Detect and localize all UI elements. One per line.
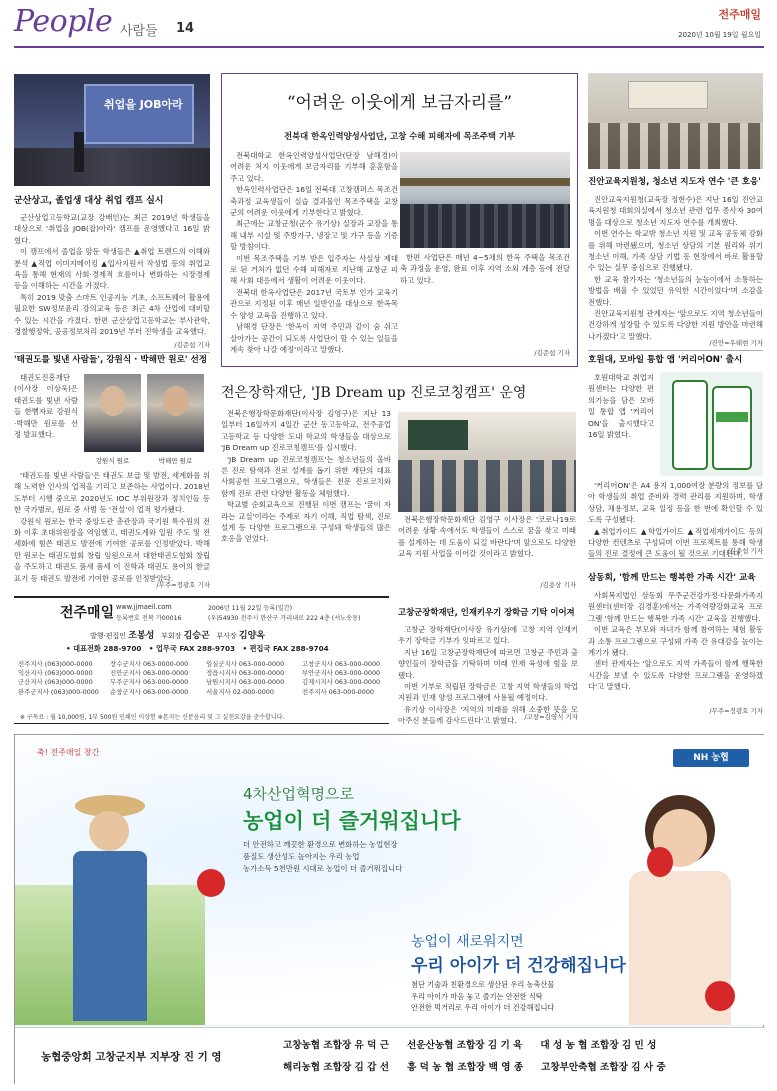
masthead-address: (우)54930 전주시 완산구 가리내로 222 4층 (서노송동) xyxy=(208,615,361,622)
bureau: 군산지사 (063)000-0000 xyxy=(18,678,93,687)
bureau: 고창군지사 063-000-0000 xyxy=(301,660,381,668)
dream-camp-photo xyxy=(398,412,576,512)
masthead-footer-note: ※ 구독료 : 월 10,000원, 1부 500원 인쇄인 이상헌 ※본지는 신문윤리 및 그 실천요강을 준수합니다. xyxy=(20,714,285,721)
paragraph: 이번 교육은 부모와 자녀가 함께 참여하는 체험 활동과 소통 프로그램으로 구성돼 가족 간 유대감을 높이는 계기가 됐다. xyxy=(588,625,763,658)
bureau: 임실군지사 063-000-0000 xyxy=(206,660,285,668)
masthead-phones xyxy=(66,644,329,654)
ad-line: 더 안전하고 깨끗한 환경으로 변화하는 농업현장 xyxy=(243,840,398,849)
nh-logo-text: NH 농협 xyxy=(693,753,729,763)
paragraph: 학교별 순회교육으로 진행된 이번 캠프는 '꿈이 자라는 교실'이라는 주제로 자기 이해, 직업 탐색, 진로 설계 등 다양한 프로그램으로 구성돼 학생들의 많은 호응을 얻었다. xyxy=(221,500,391,544)
masthead-reg: 등록번호 전북 가00016 xyxy=(116,615,182,622)
masthead-pub: 2006년 11월 22일 등록(일간) xyxy=(208,605,293,612)
section-title-en: People xyxy=(14,4,113,39)
paragraph: '커리어ON'은 A4 용지 1,000여장 분량의 정보를 담아 학생들의 취업 준비와 경력 관리를 지원하며, 학생 상담, 채용정보, 교육 일정 등을 한 번에 확인할 수 있도록 구성됐다. xyxy=(588,481,763,525)
scholarship-headline: 고창군장학재단, 인재키우기 장학금 기탁 이어져 xyxy=(398,607,575,617)
ad-line: 첨단 기술과 친환경으로 생산된 우리 농축산물 xyxy=(411,980,555,989)
paper-name: 전주매일 xyxy=(718,8,761,21)
paragraph: 강원식 원로는 한국 중앙도관 총관장과 국기원 특수원의 전화 이후 초대위원장을 역임했고, 태권도계와 일원 주도 및 전세화에 힘쓴 태권도 발전에 기여한 공로를 인정받았다. 박해만 원로는 태권도협회 창립 임원으로서 대한태권도협회 창립을 주도하고 태권도 품새 품세 이 진학과 태권도 용어의 한글 표기 등 태권도 발전에 기여한 공로를 인정받았다. xyxy=(14,516,210,583)
dream-camp-body-right xyxy=(398,514,576,580)
publisher: 조봉성 xyxy=(128,631,155,641)
family-headline: 삼동회, '함께 만드는 행복한 가족 시간' 교육 xyxy=(588,573,756,583)
award-body xyxy=(14,470,210,583)
job-camp-headline: 군산상고, 졸업생 대상 취업 캠프 실시 xyxy=(14,196,164,206)
dream-camp-headline: 전은장학재단, 'JB Dream up 진로코칭캠프' 운영 xyxy=(221,385,527,401)
paragraph: 전북대 한옥사업단은 2017년 국토부 인가 교육기관으로 지정된 이후 매년 일반인을 대상으로 한옥목수 양성 교육을 진행하고 있다. xyxy=(230,287,398,320)
bureau: 완주군지사 (063)000-0000 xyxy=(18,687,99,696)
paragraph: 사회복지법인 삼동회 무주군건강가정·다문화가족지원센터(센터장 김경훈)에서는 가족역량강화교육 프로그램 '함께 만드는 행복한 가족 시간' 교육을 진행했다. xyxy=(588,591,763,623)
donation-headline: “어려운 이웃에게 보금자리를” xyxy=(286,93,513,113)
scholarship-byline: /고창=김영식 기자 xyxy=(524,713,578,721)
job-camp-byline: /김준섭 기자 xyxy=(174,341,210,349)
masthead-staff xyxy=(90,628,265,641)
paragraph: 진안교육지원청(교육장 정현수)은 지난 16일 진안교육지원청 대회의실에서 청소년 관련 업무 종사자 30여명을 대상으로 청소년 지도자 연수를 개최했다. xyxy=(588,195,763,227)
divider xyxy=(14,352,210,353)
ad-banner xyxy=(14,734,764,1084)
ad-slogan-small: 4차산업혁명으로 xyxy=(243,785,354,803)
paragraph: 군산상업고등학교(교장 강배인)는 최근 2019년 학생들을 대상으로 '취업을 JOB(잡)아라' 캠프를 운영했다고 16일 밝혔다. xyxy=(14,213,210,245)
header-rule xyxy=(14,46,764,48)
masthead-name: 전주매일 xyxy=(60,605,115,621)
sponsor-row-1 xyxy=(283,1037,656,1051)
portrait-2-caption: 박해만 원로 xyxy=(158,457,193,465)
paragraph: 전북대학교 한옥인력양성사업단(단장 남해경)이 어려운 처지 이웃에게 보금자리를 기부해 훈훈함을 주고 있다. xyxy=(230,151,398,183)
ad-line: 농가소득 5천만원 시대로 농업이 더 즐거워집니다 xyxy=(243,864,403,873)
bureau: 부안군지사 063-000-0000 xyxy=(301,669,381,678)
sponsor: 흥 덕 농 협 조합장 백 영 종 xyxy=(407,1062,524,1073)
ad-slogan-big: 농업이 더 즐거워집니다 xyxy=(243,809,461,833)
app-byline: /김준섭 기자 xyxy=(727,547,763,555)
vp-label: 부회장 xyxy=(161,632,182,640)
ad-slogan-body xyxy=(243,839,402,875)
ad-line: 품질도 생산성도 높아지는 우리 농업 xyxy=(243,852,360,861)
bureau: 순창군지사 063-000-0000 xyxy=(110,687,189,696)
donation-byline: /김준섭 기자 xyxy=(534,349,570,357)
training-photo xyxy=(588,73,763,169)
sponsor: 고창농협 조합장 유 덕 근 xyxy=(283,1040,390,1051)
issue-date: 2020년 10월 19일 월요일 xyxy=(678,31,761,39)
bureau-table xyxy=(18,660,388,697)
job-camp-body xyxy=(14,212,210,344)
sponsor: 선운산농협 조합장 김 기 육 xyxy=(407,1040,523,1051)
bureau: 전주지사 063-000-0000 xyxy=(301,687,374,696)
paragraph: 전북은행장학문화재단(이사장 김영구)은 지난 13일부터 16일까지 4일간 군산 동고등학교, 전주공업고등학교 등 다양한 도내 학교의 학생들을 대상으로 'JB Dream up 진로코칭캠프'를 실시했다. xyxy=(221,409,391,453)
award-headline: '태권도를 빛낸 사람들', 강원식 · 박해만 원로' 선정 xyxy=(14,355,208,365)
paragraph: 센터 관계자는 '앞으로도 지역 가족들이 함께 행복한 시간을 보낼 수 있도록 다양한 프로그램을 운영하겠다'고 말했다. xyxy=(588,659,763,692)
phone-main: • 대표전화 288-9700 xyxy=(66,644,142,653)
paragraph: 한편 사업단은 매년 4~5채의 한옥 주택을 목조건축 과정을 운영, 완료 이후 지역 소외 계층 등에 전달하고 있다. xyxy=(400,253,570,285)
portrait-1-caption: 강원식 원로 xyxy=(95,457,130,465)
donation-body-left xyxy=(230,150,398,360)
bureau: 진안군지사 063-000-0000 xyxy=(110,669,189,678)
sponsor: 고창부안축협 조합장 김 사 중 xyxy=(541,1062,666,1073)
donation-subheadline: 전북대 한옥인력양성사업단, 고창 수해 피해자에 목조주택 기부 xyxy=(283,131,516,141)
sponsor: 대 성 농 협 조합장 김 민 성 xyxy=(540,1040,657,1051)
paragraph: 'JB Dream up 진로코칭캠프'는 청소년들의 올바른 진로 탐색과 진로 설계를 돕기 위한 재단의 대표 사회공헌 프로그램으로, 학생들은 전문 진로코치와 함께 진로 관련 다양한 활동을 체험했다. xyxy=(221,454,391,498)
sponsor-left: 농협중앙회 고창군지부 지부장 진 기 영 xyxy=(41,1051,222,1063)
paragraph: '태권도를 빛낸 사람들'은 태권도 보급 및 발전, 세계화를 위해 노력한 인사의 업적을 기리고 보존하는 사업이다. 2018년도부터 시행 중으로 2020년도 IOC 부위원장과 정치인들 등 한 국가별로, 원로 중 사범 등 '전설'이 업적 평가됐다. xyxy=(14,471,210,515)
paragraph: 전북은행장학문화재단 김영구 이사장은 '코로나19로 어려운 상황 속에서도 학생들이 스스로 꿈을 찾고 미래를 설계하는 데 도움이 되길 바란다'며 앞으로도 다양한 교육 지원 사업을 이어갈 것이라고 밝혔다. xyxy=(398,515,576,559)
ad-line: 안전한 먹거리로 우리 아이가 더 건강해집니다 xyxy=(411,1003,555,1012)
nh-logo xyxy=(673,749,749,767)
divider xyxy=(588,350,763,351)
president: 김양옥 xyxy=(238,631,265,641)
training-byline: /진안=우태현 기자 xyxy=(709,339,763,347)
paragraph: 이번 연수는 학교밖 청소년 지원 및 교육 공동체 강화를 위해 마련됐으며, 청소년 상담의 기본 원리와 위기 청소년 이해, 가족 상담 기법 등 현장에서 바로 활용할 수 있는 실무 중심으로 진행됐다. xyxy=(588,229,763,273)
phone-business: • 업무국 FAX 288-9703 xyxy=(148,644,235,653)
paragraph: 최근에는 교창군청(군수 유기상) 실장과 교장을 통해 내부 시설 및 주방가구, 냉장고 및 가구 등을 기증할 방침이다. xyxy=(230,219,398,252)
award-byline: /무주=정광호 기자 xyxy=(156,581,210,589)
donation-photo xyxy=(400,152,570,248)
bureau: 남원시지사 063-000-0000 xyxy=(206,678,285,687)
bureau: 장수군지사 063-0000-000 xyxy=(110,660,189,668)
tomato-icon xyxy=(647,847,673,877)
bureau: 전주지사 (063)000-0000 xyxy=(18,660,93,668)
bureau: 정읍시지사 063-000-0000 xyxy=(206,669,285,678)
masthead-url: www.jjmaeil.com xyxy=(116,603,172,611)
ad-slogan2-small: 농업이 새로워지면 xyxy=(411,934,524,950)
publisher-label: 발행·편집인 xyxy=(90,632,127,640)
paragraph: 이 캠프에서 졸업을 앞둔 학생들은 ▲취업 트렌드의 이해와 분석 ▲직업 이미지메이킹 ▲입사지원서 작성법 등의 취업교육을 통해 현재의 사회·경제적 흐름이나 변화하는 시장경제 등을 이해하는 시간을 가졌다. xyxy=(14,247,210,291)
president-label: 부사장 xyxy=(216,632,237,640)
bureau: 김제시지사 063-000-0000 xyxy=(301,678,381,687)
portrait-1 xyxy=(84,374,141,452)
paragraph: 한 교육 참가자는 '청소년들의 눈높이에서 소통하는 방법을 배울 수 있었던 유익한 시간이었다'며 소감을 전했다. xyxy=(588,274,763,307)
paragraph: 한옥인력사업단은 16일 전북대 고창캠퍼스 목조건축과정 교육생들이 실습 결과물인 목조주택을 교창군의 어려운 이웃에게 기부한다고 밝혔다. xyxy=(230,185,398,218)
paragraph: 호원대학교 취업지원센터는 다양한 편의기능을 담은 모바일 통합 앱 '커리어ON'을 출시했다고 16일 밝혔다. xyxy=(588,373,654,440)
sponsor: 해리농협 조합장 김 갑 선 xyxy=(283,1062,390,1073)
ad-slogan2-body xyxy=(411,979,554,1014)
ad-line: 우리 아이가 마음 놓고 즐기는 안전한 식탁 xyxy=(411,991,543,1001)
vp: 김승곤 xyxy=(183,631,210,641)
divider xyxy=(588,558,763,559)
paragraph: 태권도진흥재단(이사장 이상욱)은 태권도를 빛낸 사람들 한뼘자료 강원식·박해만 원로를 선정 발표했다. xyxy=(14,373,78,440)
bureau: 무주군지사 063-000-0000 xyxy=(110,678,189,687)
tomato-icon xyxy=(197,869,225,897)
app-headline: 호원대, 모바일 통합 앱 '커리어ON' 출시 xyxy=(588,355,743,365)
paragraph: 유기상 이사장은 '지역의 미래를 위해 소중한 뜻을 모아주신 분들께 감사드린다'고 밝혔다. xyxy=(398,704,578,726)
portrait-2 xyxy=(147,374,204,452)
paragraph: 이번 목조주택을 기부 받은 입주자는 사실상 제대로 된 거처가 없던 수해 피해자로 지난해 교창군 피해 사회 대응에서 생활이 어려운 이웃이다. xyxy=(230,253,398,286)
bureau: 서울지사 02-000-0000 xyxy=(206,687,274,696)
paragraph: 진안교육지원청 관계자는 '앞으로도 지역 청소년들이 건강하게 성장할 수 있도록 다양한 지원 방안을 마련해 나가겠다'고 말했다. xyxy=(588,309,763,341)
job-camp-photo: 취업을 JOB아라 xyxy=(14,74,210,186)
paragraph: 고창군 장학재단(이사장 유기상)에 고창 지역 인재키우기 장학금 기부가 잇따르고 있다. xyxy=(398,625,578,646)
ad-slogan2-big: 우리 아이가 더 건강해집니다 xyxy=(411,956,626,976)
paragraph: ▲취업가이드 ▲학업가이드 ▲직업세계가이드 등의 다양한 컨텐츠로 구성되며 이번 프로젝트를 통해 학생들의 진로 결정에 큰 도움이 될 것으로 기대된다. xyxy=(588,526,763,559)
paragraph: 남해경 단장은 '한옥이 지역 주민과 같이 숨 쉬고 살아가는 공간이 되도록 사업단이 할 수 있는 일들을 계속 찾아 나갈 예정'이라고 말했다. xyxy=(230,322,398,354)
ad-corner-tag: 축! 전주매일 창간 xyxy=(37,748,100,757)
award-body-left xyxy=(14,372,78,468)
dream-camp-byline: /김용상 기자 xyxy=(540,581,576,589)
phone-editorial: • 편집국 FAX 288-9704 xyxy=(242,644,329,653)
page-header xyxy=(0,0,777,46)
page-number: 14 xyxy=(176,21,195,36)
ad-farmer xyxy=(55,795,165,1025)
paragraph: 이번 기부로 적립된 장학금은 고창 지역 학생들의 학업 지원과 인재 양성 프로그램에 사용될 예정이다. xyxy=(398,682,578,703)
training-body xyxy=(588,194,763,344)
section-title-ko: 사람들 xyxy=(120,24,158,39)
app-screenshot xyxy=(660,372,763,476)
paragraph: 특히 2019 맞춤 스마트 인공지능 기초, 소프트웨어 활용에 필요한 SW정보윤리 강의교육 등은 최근 4차 산업에 대비할 수 있는 시간을 가졌다. 한편 군산상업고등학교는 부사관학, 경찰행정학, 공공정보처리 2019년 부터 진학생을 교육했다. xyxy=(14,292,210,337)
bureau: 익산지사 (063)000-0000 xyxy=(18,669,93,678)
sponsor-row-2 xyxy=(283,1059,666,1073)
family-byline: /무주=정광호 기자 xyxy=(709,707,763,715)
dream-camp-body-left xyxy=(221,408,391,580)
paragraph: 지난 16일 고창군장학재단에 따르면 고창군 주민과 출향인들이 장학금을 기탁하며 미래 인재 육성에 힘을 보탰다. xyxy=(398,647,578,680)
training-headline: 진안교육지원청, 청소년 지도자 연수 '큰 호응' xyxy=(588,177,761,187)
tomato-icon xyxy=(705,981,735,1011)
donation-body-right xyxy=(400,252,570,346)
family-body xyxy=(588,590,763,704)
